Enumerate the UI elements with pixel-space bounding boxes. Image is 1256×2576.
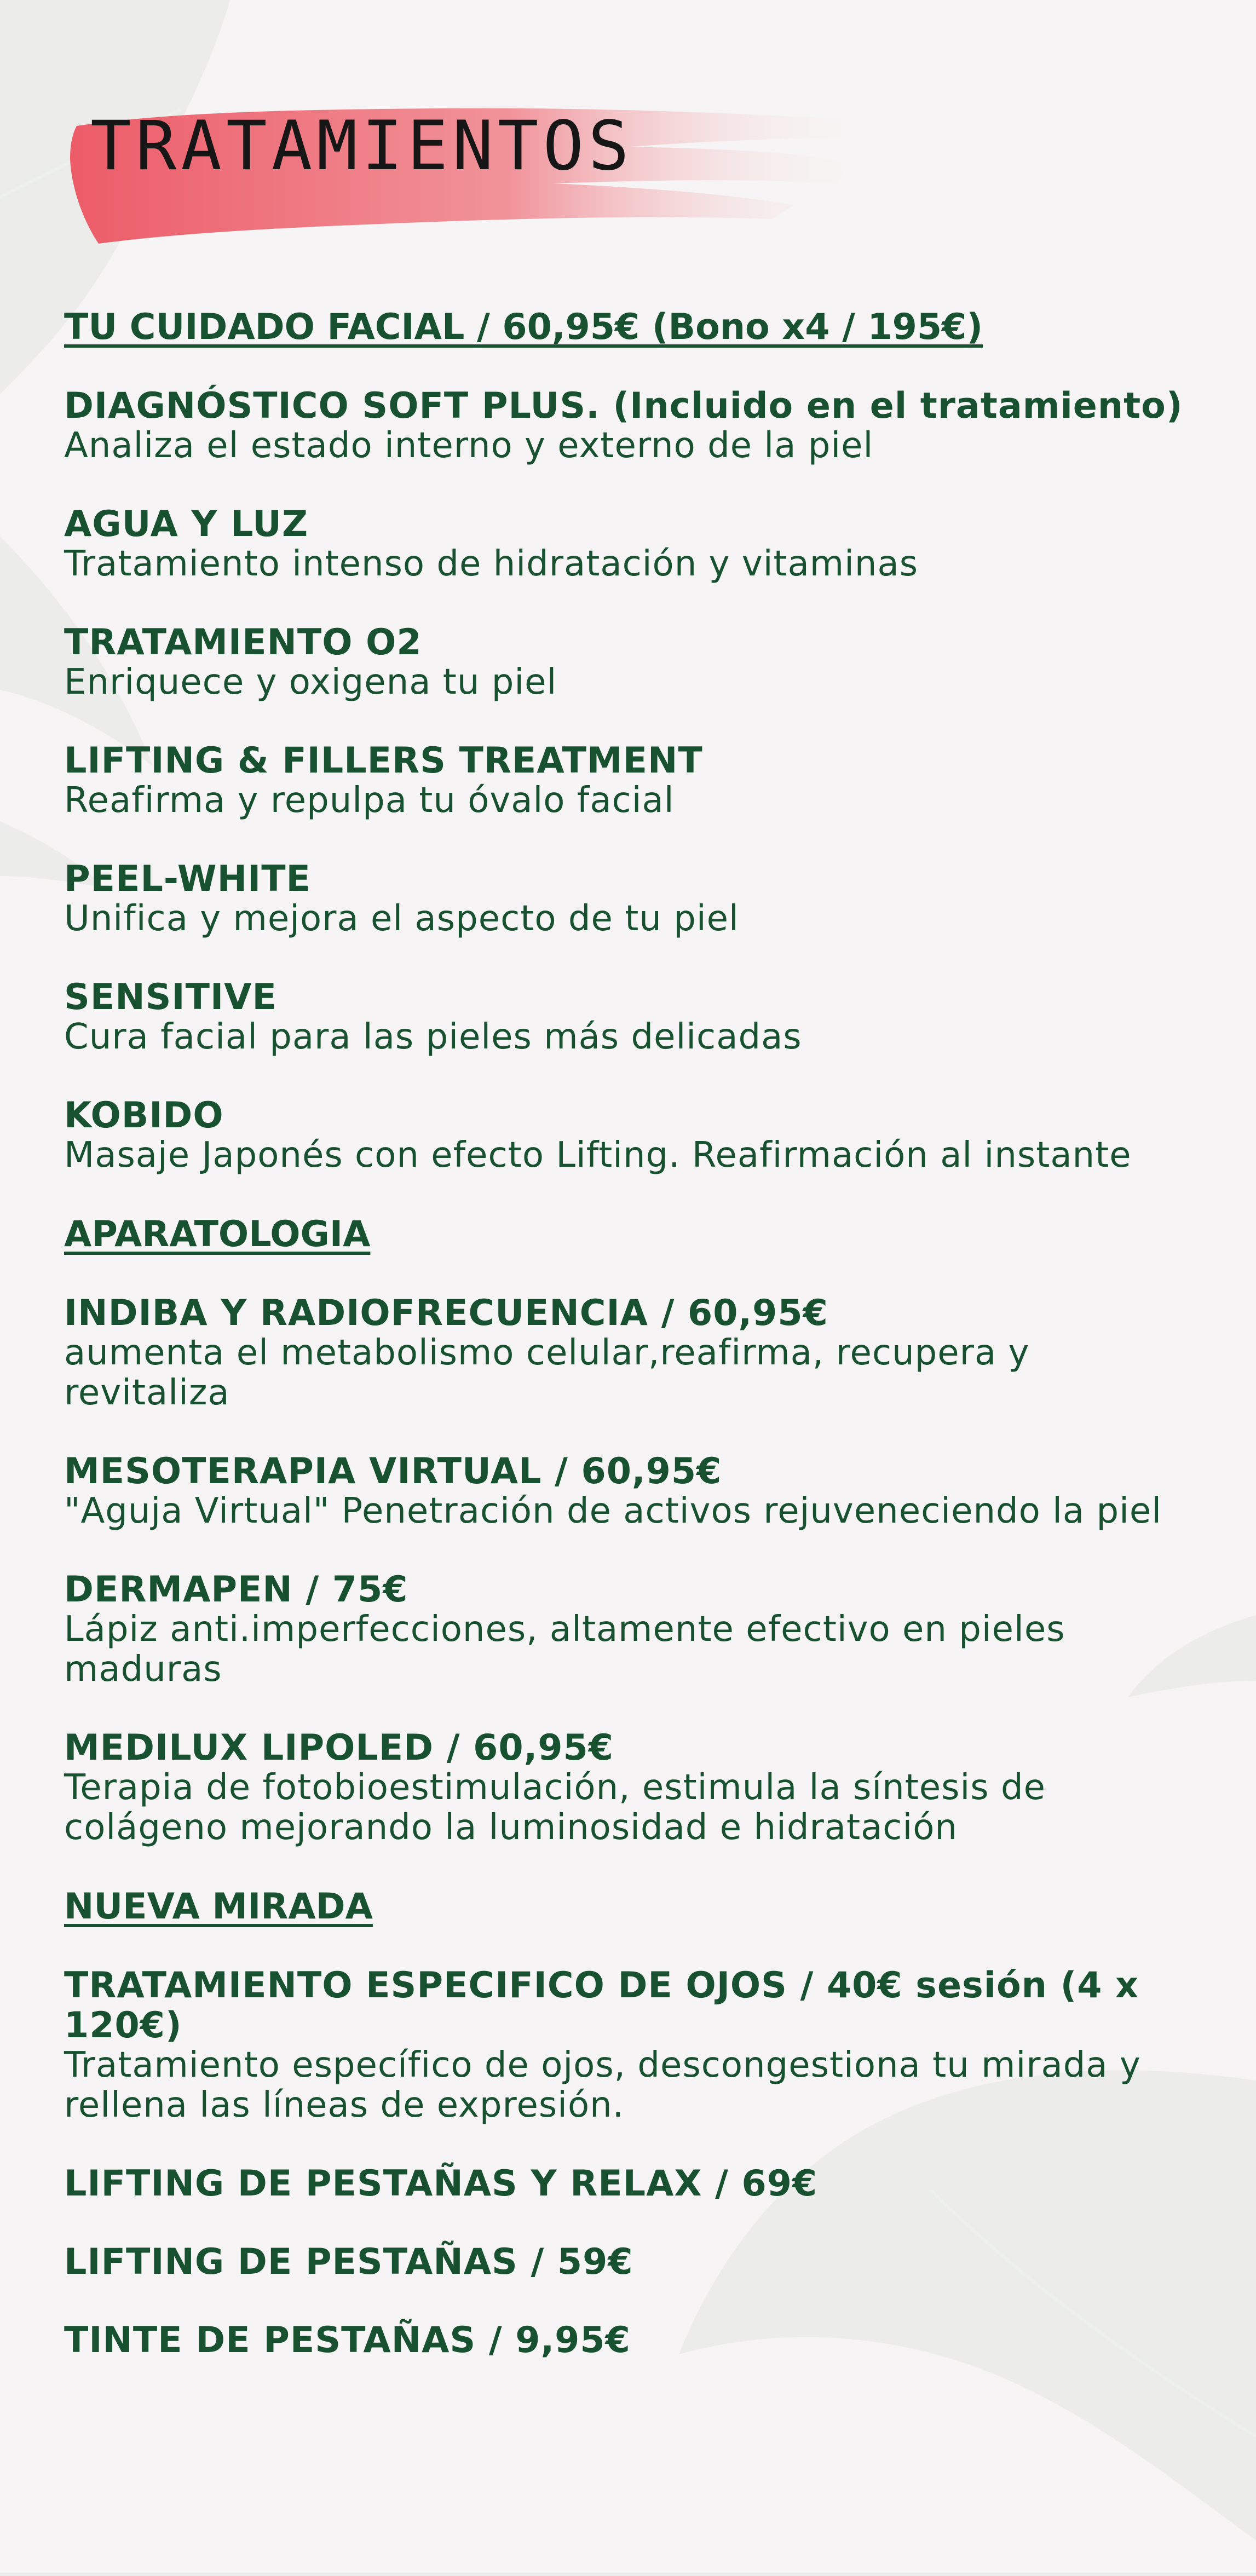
section-nueva-mirada — [64, 1886, 1203, 2360]
item-title: DERMAPEN / 75€ — [64, 1569, 408, 1610]
item-description: aumenta el metabolismo celular,reafirma, recupera y revitaliza — [64, 1333, 1030, 1413]
bottom-divider — [0, 2573, 1256, 2576]
item-title: TRATAMIENTO ESPECIFICO DE OJOS / 40€ sesión (4 x 120€) — [64, 1965, 1139, 2046]
item-description: Cura facial para las pieles más delicadas — [64, 1017, 802, 1057]
item-title: MESOTERAPIA VIRTUAL / 60,95€ — [64, 1451, 722, 1492]
item-title: DIAGNÓSTICO SOFT PLUS. (Incluido en el tratamiento) — [64, 385, 1183, 427]
list-item — [64, 623, 1203, 702]
page-title: TRATAMIENTOS — [90, 107, 633, 186]
section-aparatologia — [64, 1214, 1203, 1848]
item-title: TINTE DE PESTAÑAS / 9,95€ — [64, 2320, 631, 2361]
list-item — [64, 1966, 1203, 2125]
list-item — [64, 1293, 1203, 1413]
treatments-list — [64, 307, 1203, 2399]
item-description: Analiza el estado interno y externo de la piel — [64, 425, 874, 466]
list-item — [64, 1096, 1203, 1175]
item-title: SENSITIVE — [64, 977, 277, 1018]
item-title: PEEL-WHITE — [64, 858, 311, 900]
item-description: Tratamiento específico de ojos, descongestiona tu mirada y rellena las líneas de expresión. — [64, 2045, 1141, 2125]
list-item — [64, 1728, 1203, 1848]
section-heading: TU CUIDADO FACIAL / 60,95€ (Bono x4 / 195€) — [64, 307, 983, 348]
item-title: LIFTING DE PESTAÑAS Y RELAX / 69€ — [64, 2163, 818, 2204]
list-item — [64, 2242, 1203, 2282]
item-title: TRATAMIENTO O2 — [64, 622, 422, 663]
list-item — [64, 741, 1203, 821]
item-description: Lápiz anti.imperfecciones, altamente efectivo en pieles maduras — [64, 1609, 1065, 1690]
item-description: Masaje Japonés con efecto Lifting. Reafirmación al instante — [64, 1135, 1132, 1175]
list-item — [64, 386, 1203, 466]
item-description: Tratamiento intenso de hidratación y vitaminas — [64, 544, 919, 584]
list-item — [64, 2164, 1203, 2204]
item-description: Reafirma y repulpa tu óvalo facial — [64, 780, 675, 821]
item-description: Enriquece y oxigena tu piel — [64, 662, 557, 702]
section-cuidado-facial — [64, 307, 1203, 1175]
item-description: Unifica y mejora el aspecto de tu piel — [64, 898, 739, 939]
list-item — [64, 504, 1203, 584]
list-item — [64, 1451, 1203, 1531]
item-description: "Aguja Virtual" Penetración de activos rejuveneciendo la piel — [64, 1491, 1162, 1531]
list-item — [64, 2320, 1203, 2360]
list-item — [64, 1570, 1203, 1690]
item-description: Terapia de fotobioestimulación, estimula la síntesis de colágeno mejorando la luminosidad e hidratación — [64, 1767, 1046, 1848]
item-title: MEDILUX LIPOLED / 60,95€ — [64, 1727, 614, 1768]
item-title: KOBIDO — [64, 1095, 224, 1136]
section-heading: NUEVA MIRADA — [64, 1886, 373, 1927]
item-title: LIFTING DE PESTAÑAS / 59€ — [64, 2241, 633, 2283]
item-title: INDIBA Y RADIOFRECUENCIA / 60,95€ — [64, 1293, 828, 1334]
list-item — [64, 977, 1203, 1057]
item-title: LIFTING & FILLERS TREATMENT — [64, 740, 703, 781]
section-heading: APARATOLOGIA — [64, 1214, 371, 1255]
list-item — [64, 859, 1203, 939]
item-title: AGUA Y LUZ — [64, 504, 309, 545]
